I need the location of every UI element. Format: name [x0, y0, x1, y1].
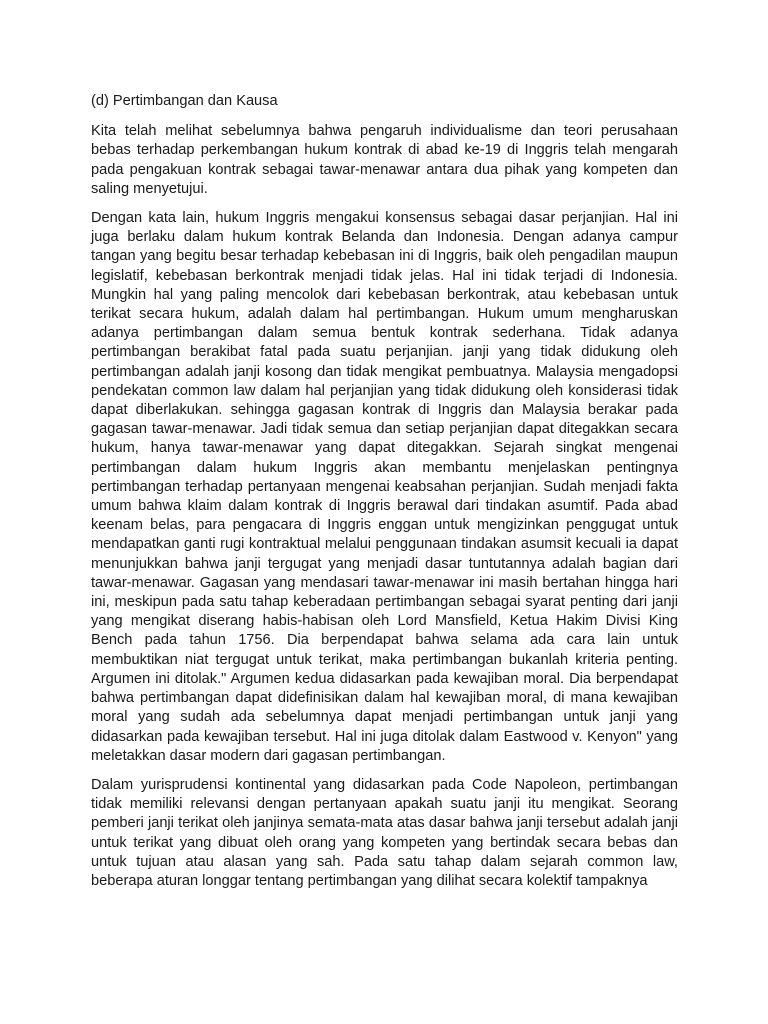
paragraph-intro: Kita telah melihat sebelumnya bahwa pengaruh individualisme dan teori perusahaan bebas terhadap perkembangan hukum kontrak di abad ke-19 di Inggris telah mengarah pada pengakuan kontrak sebagai tawar-menawar antara dua pihak yang kompeten dan saling menyetujui. — [91, 123, 678, 197]
paragraph-continental: Dalam yurisprudensi kontinental yang didasarkan pada Code Napoleon, pertimbangan tidak memiliki relevansi dengan pertanyaan apakah suatu janji itu mengikat. Seorang pemberi janji terikat oleh janjinya semata-mata atas dasar bahwa janji tersebut adalah janji untuk terikat yang dibuat oleh orang yang kompeten yang bertindak secara bebas dan untuk tujuan atau alasan yang sah. Pada satu tahap dalam sejarah common law, beberapa aturan longgar tentang pertimbangan yang dilihat secara kolektif tampaknya — [91, 776, 678, 889]
section-heading: (d) Pertimbangan dan Kausa — [91, 93, 278, 109]
document-page — [91, 92, 678, 901]
paragraph-consensus: Dengan kata lain, hukum Inggris mengakui konsensus sebagai dasar perjanjian. Hal ini juga berlaku dalam hukum kontrak Belanda dan Indonesia. Dengan adanya campur tangan yang begitu besar terhadap kebebasan ini di Inggris, baik oleh pengadilan maupun legislatif, kebebasan berkontrak menjadi tidak jelas. Hal ini tidak terjadi di Indonesia. Mungkin hal yang paling mencolok dari kebebasan berkontrak, atau kebebasan untuk terikat secara hukum, adalah dalam hal pertimbangan. Hukum umum mengharuskan adanya pertimbangan dalam semua bentuk kontrak sederhana. Tidak adanya pertimbangan berakibat fatal pada suatu perjanjian. janji yang tidak didukung oleh pertimbangan adalah janji kosong dan tidak mengikat pembuatnya. Malaysia mengadopsi pendekatan common law dalam hal perjanjian yang tidak didukung oleh konsiderasi tidak dapat diberlakukan. sehingga gagasan kontrak di Inggris dan Malaysia berakar pada gagasan tawar-menawar. Jadi tidak semua dan setiap perjanjian dapat ditegakkan secara hukum, hanya tawar-menawar yang dapat ditegakkan. Sejarah singkat mengenai pertimbangan dalam hukum Inggris akan membantu menjelaskan pentingnya pertimbangan terhadap pertanyaan mengenai keabsahan perjanjian. Sudah menjadi fakta umum bahwa klaim dalam kontrak di Inggris berawal dari tindakan asumtif. Pada abad keenam belas, para pengacara di Inggris enggan untuk mengizinkan penggugat untuk mendapatkan ganti rugi kontraktual melalui penggunaan tindakan asumsit kecuali ia dapat menunjukkan bahwa janji tergugat yang menjadi dasar tuntutannya adalah bagian dari tawar-menawar. Gagasan yang mendasari tawar-menawar ini masih bertahan hingga hari ini, meskipun pada satu tahap keberadaan pertimbangan sebagai syarat penting dari janji yang mengikat diserang habis-habisan oleh Lord Mansfield, Ketua Hakim Divisi King Bench pada tahun 1756. Dia berpendapat bahwa selama ada cara lain untuk membuktikan niat tergugat untuk terikat, maka pertimbangan bukanlah kriteria penting. Argumen ini ditolak." Argumen kedua didasarkan pada kewajiban moral. Dia berpendapat bahwa pertimbangan dapat didefinisikan dalam hal kewajiban moral, di mana kewajiban moral yang sudah ada sebelumnya dapat menjadi pertimbangan untuk janji yang didasarkan pada kewajiban tersebut. Hal ini juga ditolak dalam Eastwood v. Kenyon" yang meletakkan dasar modern dari gagasan pertimbangan. — [91, 210, 678, 764]
